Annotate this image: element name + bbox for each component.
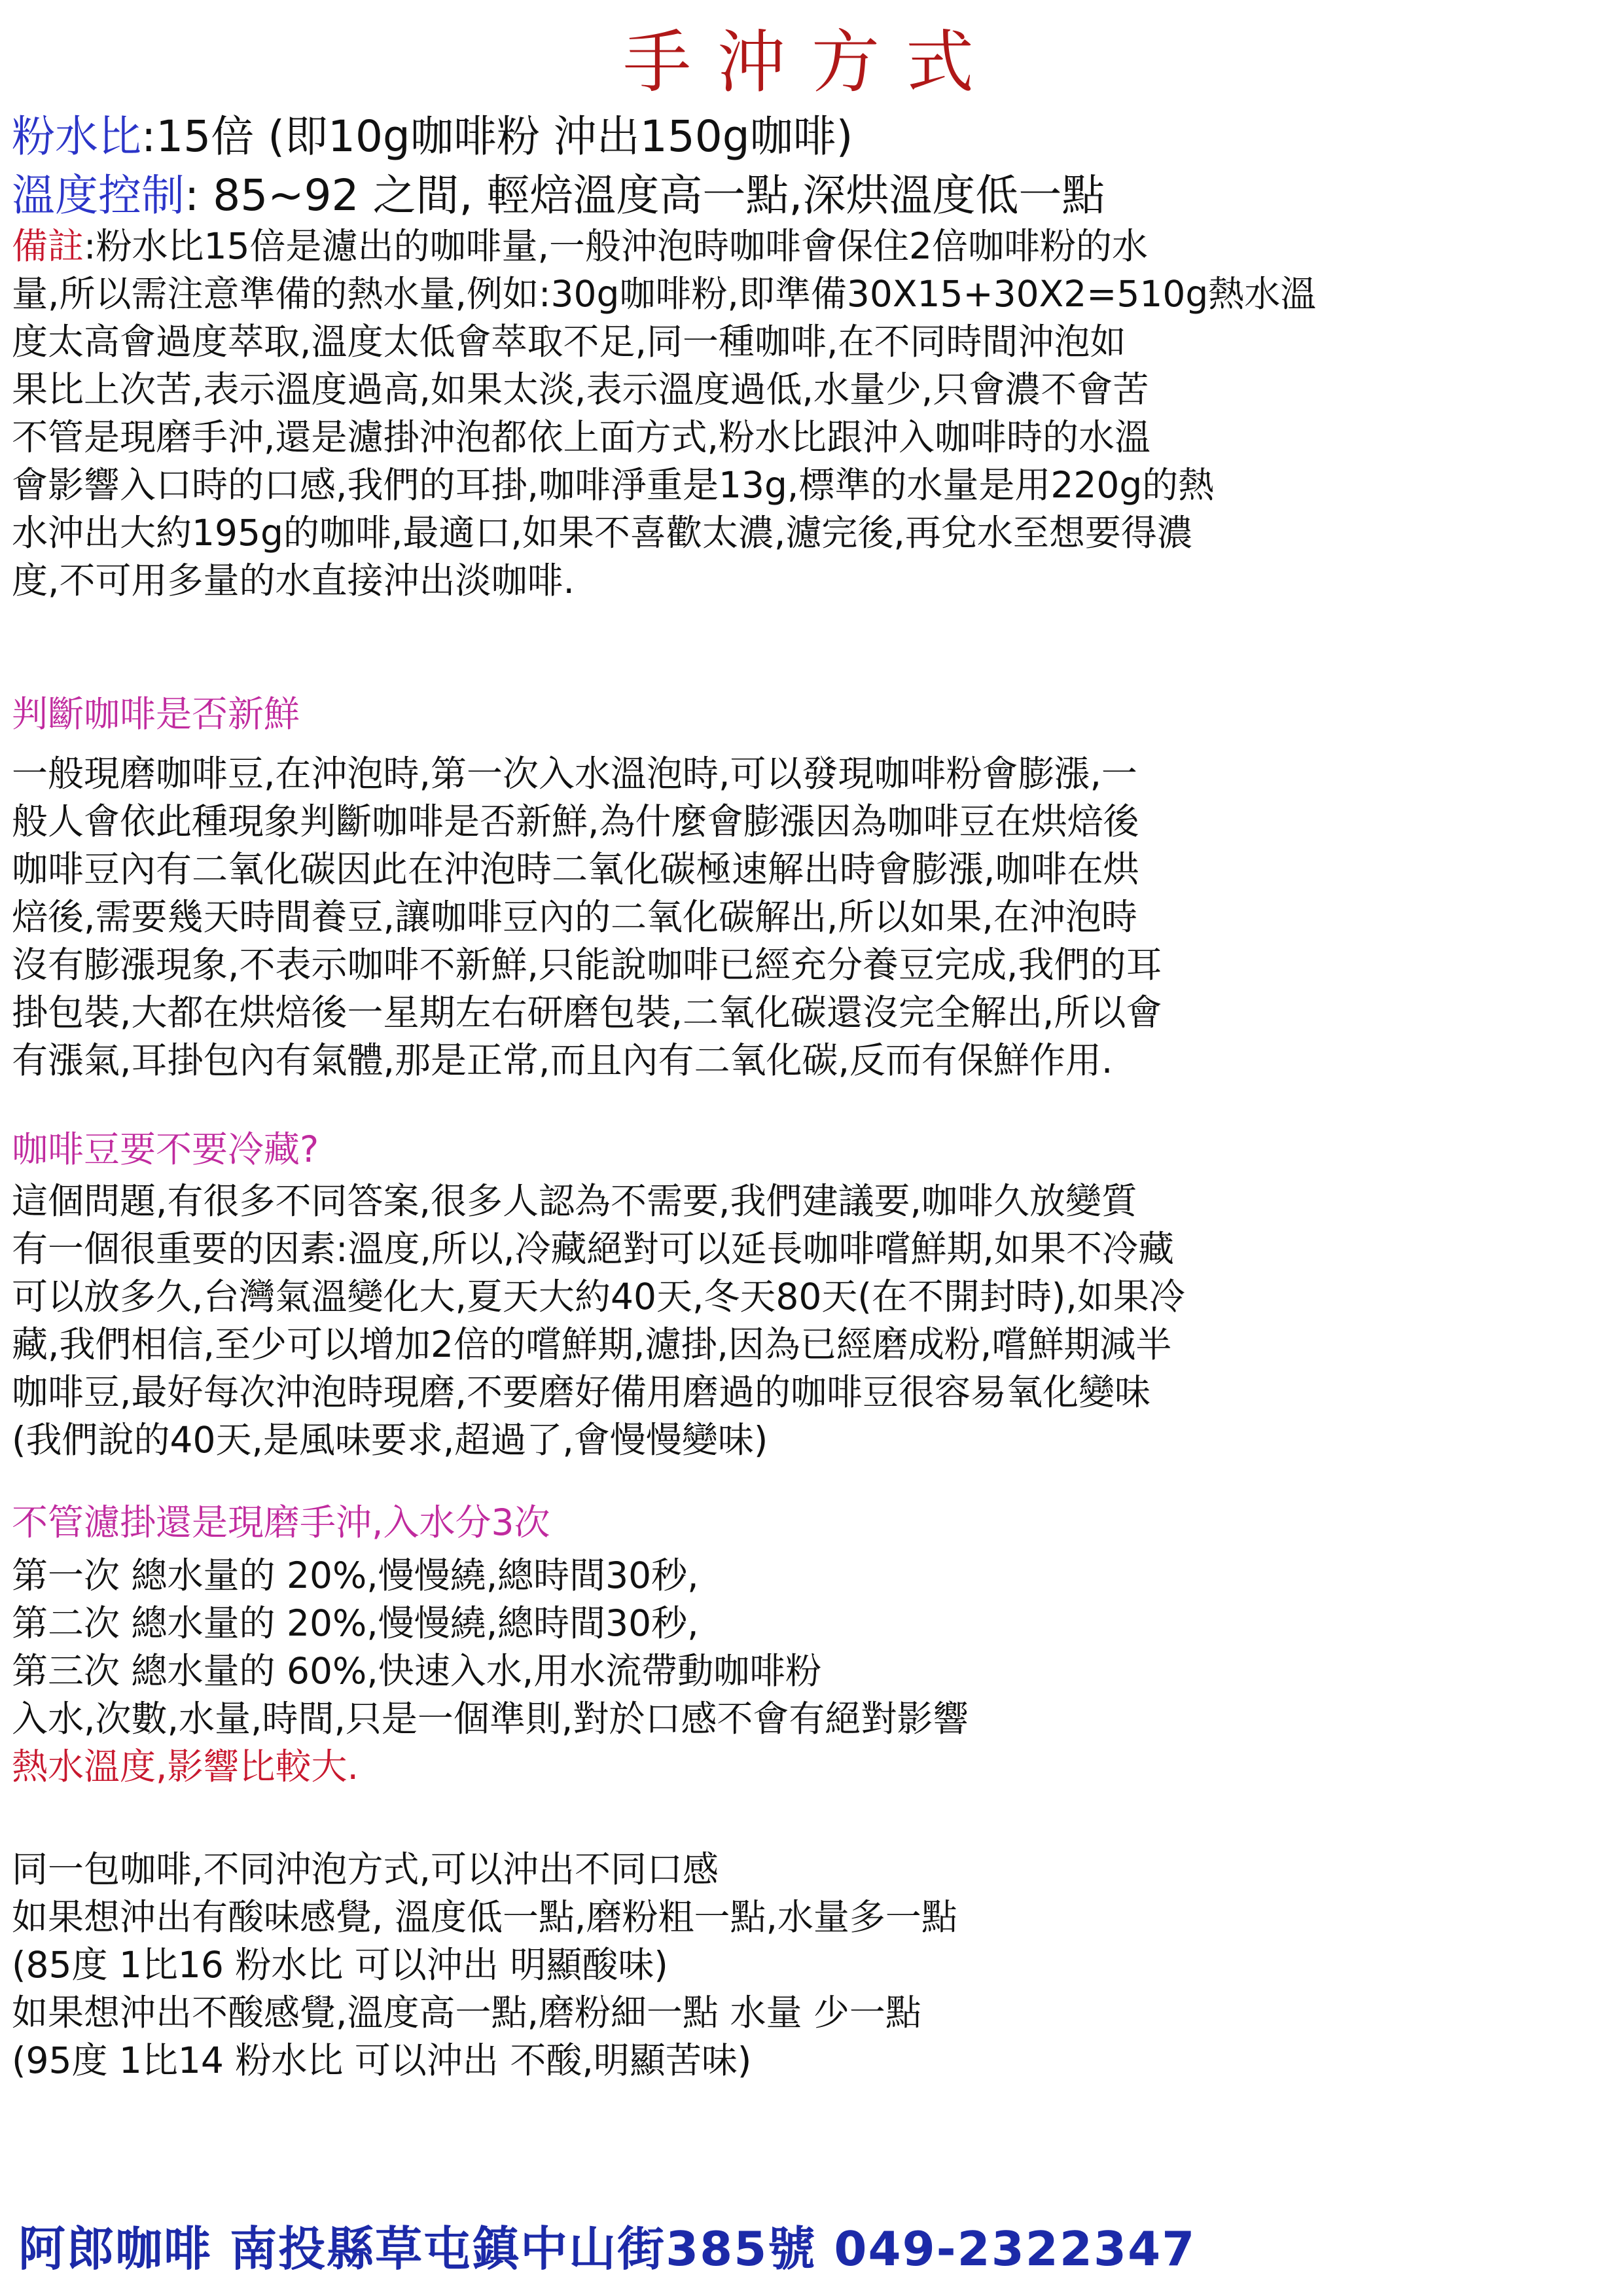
pour-line: 入水,次數,水量,時間,只是一個準則,對於口感不會有絕對影響 <box>12 1698 969 1740</box>
fridge-line: (我們說的40天,是風味要求,超過了,會慢慢變味) <box>12 1419 768 1461</box>
pour-line: 第二次 總水量的 20%,慢慢繞,總時間30秒, <box>12 1602 699 1644</box>
fresh-line: 掛包裝,大都在烘焙後一星期左右研磨包裝,二氧化碳還沒完全解出,所以會 <box>12 992 1162 1033</box>
note-line: 度太高會過度萃取,溫度太低會萃取不足,同一種咖啡,在不同時間沖泡如 <box>12 321 1126 363</box>
fridge-line: 咖啡豆,最好每次沖泡時現磨,不要磨好備用磨過的咖啡豆很容易氧化變味 <box>12 1371 1150 1413</box>
note-label: 備註 <box>12 225 84 267</box>
pour-emphasis: 熱水溫度,影響比較大. <box>12 1746 359 1787</box>
fridge-section <box>12 1126 1609 1464</box>
taste-line: 如果想沖出不酸感覺,溫度高一點,磨粉細一點 水量 少一點 <box>12 1992 921 2034</box>
fresh-line: 咖啡豆內有二氧化碳因此在沖泡時二氧化碳極速解出時會膨漲,咖啡在烘 <box>12 848 1139 890</box>
shop-footer: 阿郎咖啡 南投縣草屯鎮中山街385號 049-2322347 <box>18 2221 1196 2276</box>
note-line: 不管是現磨手沖,還是濾掛沖泡都依上面方式,粉水比跟沖入咖啡時的水溫 <box>12 416 1150 458</box>
fridge-line: 這個問題,有很多不同答案,很多人認為不需要,我們建議要,咖啡久放變質 <box>12 1180 1137 1222</box>
pour-line: 第三次 總水量的 60%,快速入水,用水流帶動咖啡粉 <box>12 1650 822 1692</box>
fresh-section <box>12 691 1609 1085</box>
fresh-line: 般人會依此種現象判斷咖啡是否新鮮,為什麼會膨漲因為咖啡豆在烘焙後 <box>12 800 1139 842</box>
note-section <box>12 223 1609 605</box>
ratio-label: 粉水比 <box>12 111 141 162</box>
ratio-text: :15倍 (即10g咖啡粉 沖出150g咖啡) <box>141 111 853 162</box>
taste-line: (85度 1比16 粉水比 可以沖出 明顯酸味) <box>12 1944 668 1986</box>
fresh-heading: 判斷咖啡是否新鮮 <box>12 693 300 735</box>
taste-line: 如果想沖出有酸味感覺, 溫度低一點,磨粉粗一點,水量多一點 <box>12 1896 957 1938</box>
temp-label: 溫度控制 <box>12 170 185 221</box>
fridge-line: 有一個很重要的因素:溫度,所以,冷藏絕對可以延長咖啡嚐鮮期,如果不冷藏 <box>12 1228 1174 1270</box>
note-line: 備註:粉水比15倍是濾出的咖啡量,一般沖泡時咖啡會保住2倍咖啡粉的水 <box>12 225 1149 267</box>
fridge-line: 可以放多久,台灣氣溫變化大,夏天大約40天,冬天80天(在不開封時),如果冷 <box>12 1276 1185 1318</box>
pour-section <box>12 1499 1609 1791</box>
temp-line <box>12 167 1597 224</box>
pour-heading: 不管濾掛還是現磨手沖,入水分3次 <box>12 1501 550 1543</box>
fresh-line: 沒有膨漲現象,不表示咖啡不新鮮,只能說咖啡已經充分養豆完成,我們的耳 <box>12 944 1162 986</box>
fresh-line: 有漲氣,耳掛包內有氣體,那是正常,而且內有二氧化碳,反而有保鮮作用. <box>12 1039 1113 1081</box>
page-title: 手沖方式 <box>622 22 1000 102</box>
fresh-line: 焙後,需要幾天時間養豆,讓咖啡豆內的二氧化碳解出,所以如果,在沖泡時 <box>12 896 1137 938</box>
fridge-line: 藏,我們相信,至少可以增加2倍的嚐鮮期,濾掛,因為已經磨成粉,嚐鮮期減半 <box>12 1323 1172 1365</box>
fridge-heading: 咖啡豆要不要冷藏? <box>12 1128 319 1170</box>
note-line: 果比上次苦,表示溫度過高,如果太淡,表示溫度過低,水量少,只會濃不會苦 <box>12 368 1149 410</box>
taste-section <box>12 1846 1609 2085</box>
note-line: 水沖出大約195g的咖啡,最適口,如果不喜歡太濃,濾完後,再兌水至想要得濃 <box>12 512 1193 554</box>
taste-line: 同一包咖啡,不同沖泡方式,可以沖出不同口感 <box>12 1848 719 1890</box>
temp-text: : 85~92 之間, 輕焙溫度高一點,深烘溫度低一點 <box>185 170 1105 221</box>
note-line: 會影響入口時的口感,我們的耳掛,咖啡淨重是13g,標準的水量是用220g的熱 <box>12 464 1215 506</box>
pour-line: 第一次 總水量的 20%,慢慢繞,總時間30秒, <box>12 1554 699 1596</box>
taste-line: (95度 1比14 粉水比 可以沖出 不酸,明顯苦味) <box>12 2039 752 2081</box>
note-line: 量,所以需注意準備的熱水量,例如:30g咖啡粉,即準備30X15+30X2=510g熱水溫 <box>12 273 1317 315</box>
fresh-line: 一般現磨咖啡豆,在沖泡時,第一次入水溫泡時,可以發現咖啡粉會膨漲,一 <box>12 753 1137 795</box>
ratio-line <box>12 108 1597 166</box>
note-line: 度,不可用多量的水直接沖出淡咖啡. <box>12 560 575 601</box>
